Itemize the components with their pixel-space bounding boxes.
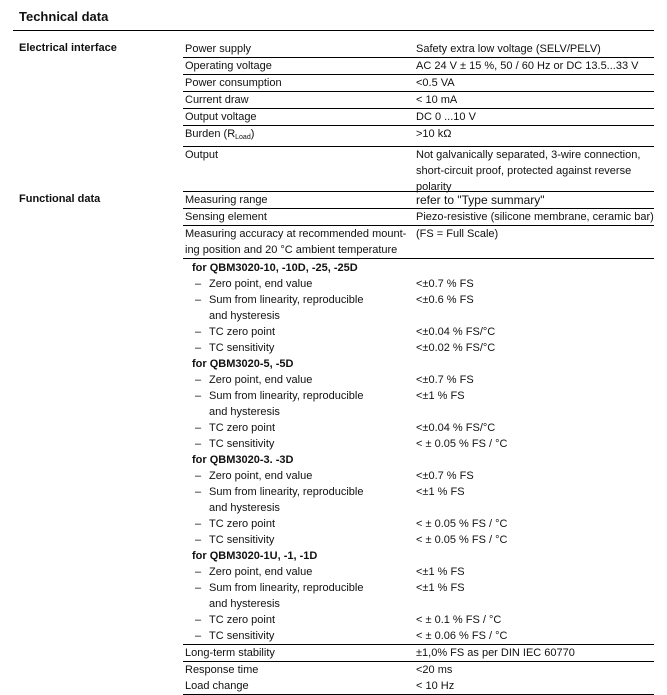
electrical-table — [183, 41, 654, 195]
list-item — [183, 516, 654, 532]
list-item — [183, 340, 654, 356]
list-item — [183, 372, 654, 388]
item-value: <±1 % FS — [416, 566, 465, 578]
row-key: Output voltage — [185, 111, 257, 123]
row-value: (FS = Full Scale) — [416, 228, 499, 240]
table-row — [183, 644, 654, 661]
table-row — [183, 146, 654, 195]
table-row — [183, 41, 654, 57]
list-item — [183, 324, 654, 340]
row-value: < 10 mA — [416, 94, 458, 106]
burden-label-end: ) — [250, 128, 255, 140]
row-key: Output — [185, 149, 219, 161]
row-key: Power consumption — [185, 77, 282, 89]
list-item — [183, 468, 654, 484]
row-value: AC 24 V ± 15 %, 50 / 60 Hz or DC 13.5...33 V — [416, 60, 639, 72]
item-key: – Zero point, end value — [183, 276, 416, 292]
group-header — [183, 452, 654, 468]
section-label-electrical: Electrical interface — [19, 42, 117, 54]
item-key: – TC zero point — [183, 516, 416, 532]
row-value: < 10 Hz — [416, 680, 455, 692]
item-key: – Zero point, end value — [183, 564, 416, 580]
table-row — [183, 125, 654, 146]
item-key: – TC sensitivity — [183, 628, 416, 644]
list-item — [183, 532, 654, 548]
table-row — [183, 108, 654, 125]
row-value: refer to "Type summary" — [416, 193, 545, 207]
burden-label: Burden (R — [185, 128, 236, 140]
item-value: < ± 0.1 % FS / °C — [416, 614, 502, 626]
item-key: – TC zero point — [183, 324, 416, 340]
item-value: <±0.7 % FS — [416, 470, 474, 482]
list-item — [183, 292, 654, 324]
row-value: Piezo-resistive (silicone membrane, ceramic bar) — [416, 211, 654, 223]
item-value: < ± 0.05 % FS / °C — [416, 438, 508, 450]
row-value: ±1,0% FS as per DIN IEC 60770 — [416, 647, 575, 659]
table-row — [183, 678, 654, 695]
item-key: – TC sensitivity — [183, 340, 416, 356]
row-key: Power supply — [185, 43, 252, 55]
item-value: <±1 % FS — [416, 390, 465, 402]
item-key: – Sum from linearity, reproducible and hysteresis — [183, 484, 416, 516]
group-header — [183, 260, 654, 276]
item-value: <±1 % FS — [416, 582, 465, 594]
item-value: < ± 0.06 % FS / °C — [416, 630, 508, 642]
table-row — [183, 661, 654, 678]
row-value: <20 ms — [416, 664, 453, 676]
row-value: >10 kΩ — [416, 128, 452, 140]
item-key: – Sum from linearity, reproducible and hysteresis — [183, 580, 416, 612]
row-key: Response time — [185, 664, 259, 676]
item-key: – TC zero point — [183, 420, 416, 436]
item-value: < ± 0.05 % FS / °C — [416, 534, 508, 546]
functional-table — [183, 191, 654, 695]
row-key: Current draw — [185, 94, 249, 106]
row-value: <0.5 VA — [416, 77, 455, 89]
group-label: for QBM3020-1U, -1, -1D — [192, 550, 318, 562]
list-item — [183, 628, 654, 644]
item-key: – TC sensitivity — [183, 436, 416, 452]
list-item — [183, 564, 654, 580]
item-value: < ± 0.05 % FS / °C — [416, 518, 508, 530]
table-row — [183, 74, 654, 91]
item-value: <±0.6 % FS — [416, 294, 474, 306]
list-item — [183, 580, 654, 612]
group-header — [183, 548, 654, 564]
item-key: – Zero point, end value — [183, 468, 416, 484]
item-value: <±0.02 % FS/°C — [416, 342, 496, 354]
list-item — [183, 388, 654, 420]
section-label-functional: Functional data — [19, 193, 101, 205]
item-key: – Sum from linearity, reproducible and hysteresis — [183, 388, 416, 420]
row-key: Operating voltage — [185, 60, 272, 72]
table-row — [183, 208, 654, 225]
row-key: Measuring accuracy at recommended mount-ing position and 20 °C ambient temperature — [185, 228, 407, 256]
group-header — [183, 356, 654, 372]
group-label: for QBM3020-10, -10D, -25, -25D — [192, 262, 358, 274]
table-row — [183, 192, 654, 208]
row-key: Measuring range — [185, 194, 268, 206]
row-value: Safety extra low voltage (SELV/PELV) — [416, 43, 601, 55]
row-value: Not galvanically separated, 3-wire connection, short-circuit proof, protected against reverse polarity — [416, 149, 641, 193]
table-row — [183, 91, 654, 108]
row-key: Load change — [185, 680, 249, 692]
item-value: <±0.04 % FS/°C — [416, 326, 496, 338]
item-value: <±0.7 % FS — [416, 278, 474, 290]
item-key: – TC sensitivity — [183, 532, 416, 548]
list-item — [183, 436, 654, 452]
row-value: DC 0 ...10 V — [416, 111, 476, 123]
item-value: <±0.04 % FS/°C — [416, 422, 496, 434]
group-label: for QBM3020-3. -3D — [192, 454, 294, 466]
title-divider — [13, 30, 654, 31]
burden-subscript: Load — [235, 134, 251, 141]
list-item — [183, 612, 654, 628]
item-key: – Sum from linearity, reproducible and hysteresis — [183, 292, 416, 324]
item-value: <±1 % FS — [416, 486, 465, 498]
row-key — [183, 126, 416, 146]
row-key: Long-term stability — [185, 647, 275, 659]
item-key: – Zero point, end value — [183, 372, 416, 388]
page-title: Technical data — [19, 9, 109, 24]
list-item — [183, 276, 654, 292]
table-row — [183, 57, 654, 74]
item-key: – TC zero point — [183, 612, 416, 628]
group-label: for QBM3020-5, -5D — [192, 358, 294, 370]
row-key: Sensing element — [185, 211, 267, 223]
item-value: <±0.7 % FS — [416, 374, 474, 386]
accuracy-groups — [183, 258, 654, 644]
list-item — [183, 484, 654, 516]
table-row — [183, 225, 654, 258]
list-item — [183, 420, 654, 436]
